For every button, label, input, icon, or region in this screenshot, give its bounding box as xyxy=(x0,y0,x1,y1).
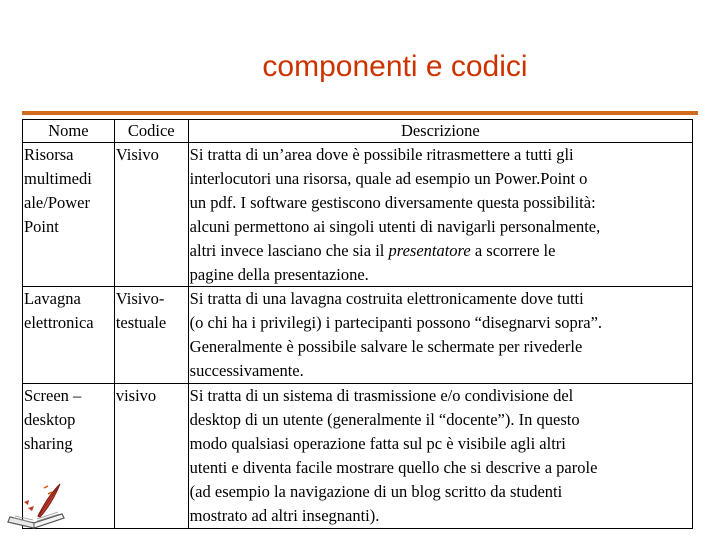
table-row xyxy=(23,287,693,384)
cell-line: testuale xyxy=(115,313,167,333)
cell-text: altri invece lasciano che sia il xyxy=(189,240,389,260)
cell-text: a scorrere le xyxy=(470,240,556,260)
cell-line: multimedi xyxy=(24,168,92,188)
cell-line: alcuni permettono ai singoli utenti di navigarli personalmente, xyxy=(189,216,601,236)
italic-term: presentatore xyxy=(388,240,471,260)
cell-line: Visivo- xyxy=(115,289,165,309)
cell-line: Screen – xyxy=(24,386,82,406)
cell-line: visivo xyxy=(115,386,157,406)
cell-line: desktop xyxy=(24,409,76,429)
cell-line: Si tratta di una lavagna costruita elettronicamente dove tutti xyxy=(189,289,584,309)
slide-title: componenti e codici xyxy=(262,50,528,83)
title-divider xyxy=(22,111,698,115)
table-header-row xyxy=(23,120,693,143)
table-row xyxy=(23,143,693,287)
header-codice: Codice xyxy=(114,120,188,143)
row-description-cell xyxy=(188,143,692,287)
cell-line: (ad esempio la navigazione di un blog scritto da studenti xyxy=(189,481,563,501)
cell-line: elettronica xyxy=(24,313,94,333)
row-description-cell xyxy=(188,384,692,528)
cell-line: desktop di un utente (generalmente il “docente”). In questo xyxy=(189,409,580,429)
cell-line: utenti e diventa facile mostrare quello che si descrive a parole xyxy=(189,457,598,477)
row-code-cell xyxy=(114,384,188,528)
cell-line: sharing xyxy=(24,433,73,453)
cell-line: successivamente. xyxy=(189,361,304,381)
cell-line: Lavagna xyxy=(24,289,81,309)
cell-line: Visivo xyxy=(115,145,159,164)
row-name-cell xyxy=(23,287,115,384)
cell-line: (o chi ha i privilegi) i partecipanti possono “disegnarvi sopra”. xyxy=(189,313,603,333)
cell-line: Si tratta di un’area dove è possibile ritrasmettere a tutti gli xyxy=(189,145,574,164)
row-description-cell xyxy=(188,287,692,384)
row-code-cell xyxy=(114,287,188,384)
row-code-cell xyxy=(114,143,188,287)
row-name-cell xyxy=(23,143,115,287)
cell-line: un pdf. I software gestiscono diversamente questa possibilità: xyxy=(189,192,596,212)
header-nome: Nome xyxy=(23,120,115,143)
cell-line: mostrato ad altri insegnanti). xyxy=(189,505,380,525)
cell-line: Point xyxy=(24,216,59,236)
cell-line xyxy=(190,239,691,263)
cell-line: Generalmente è possibile salvare le schermate per rivederle xyxy=(189,337,583,357)
cell-line: ale/Power xyxy=(24,192,90,212)
cell-line: pagine della presentazione. xyxy=(189,264,369,284)
header-descrizione: Descrizione xyxy=(188,120,692,143)
table-row xyxy=(23,384,693,528)
book-and-quill-icon xyxy=(4,478,68,534)
cell-line: modo qualsiasi operazione fatta sul pc è visibile agli altri xyxy=(189,433,566,453)
components-table xyxy=(22,119,693,529)
cell-line: Si tratta di un sistema di trasmissione e/o condivisione del xyxy=(189,386,574,406)
cell-line: Risorsa xyxy=(24,145,74,164)
cell-line: interlocutori una risorsa, quale ad esempio un Power.Point o xyxy=(189,168,588,188)
